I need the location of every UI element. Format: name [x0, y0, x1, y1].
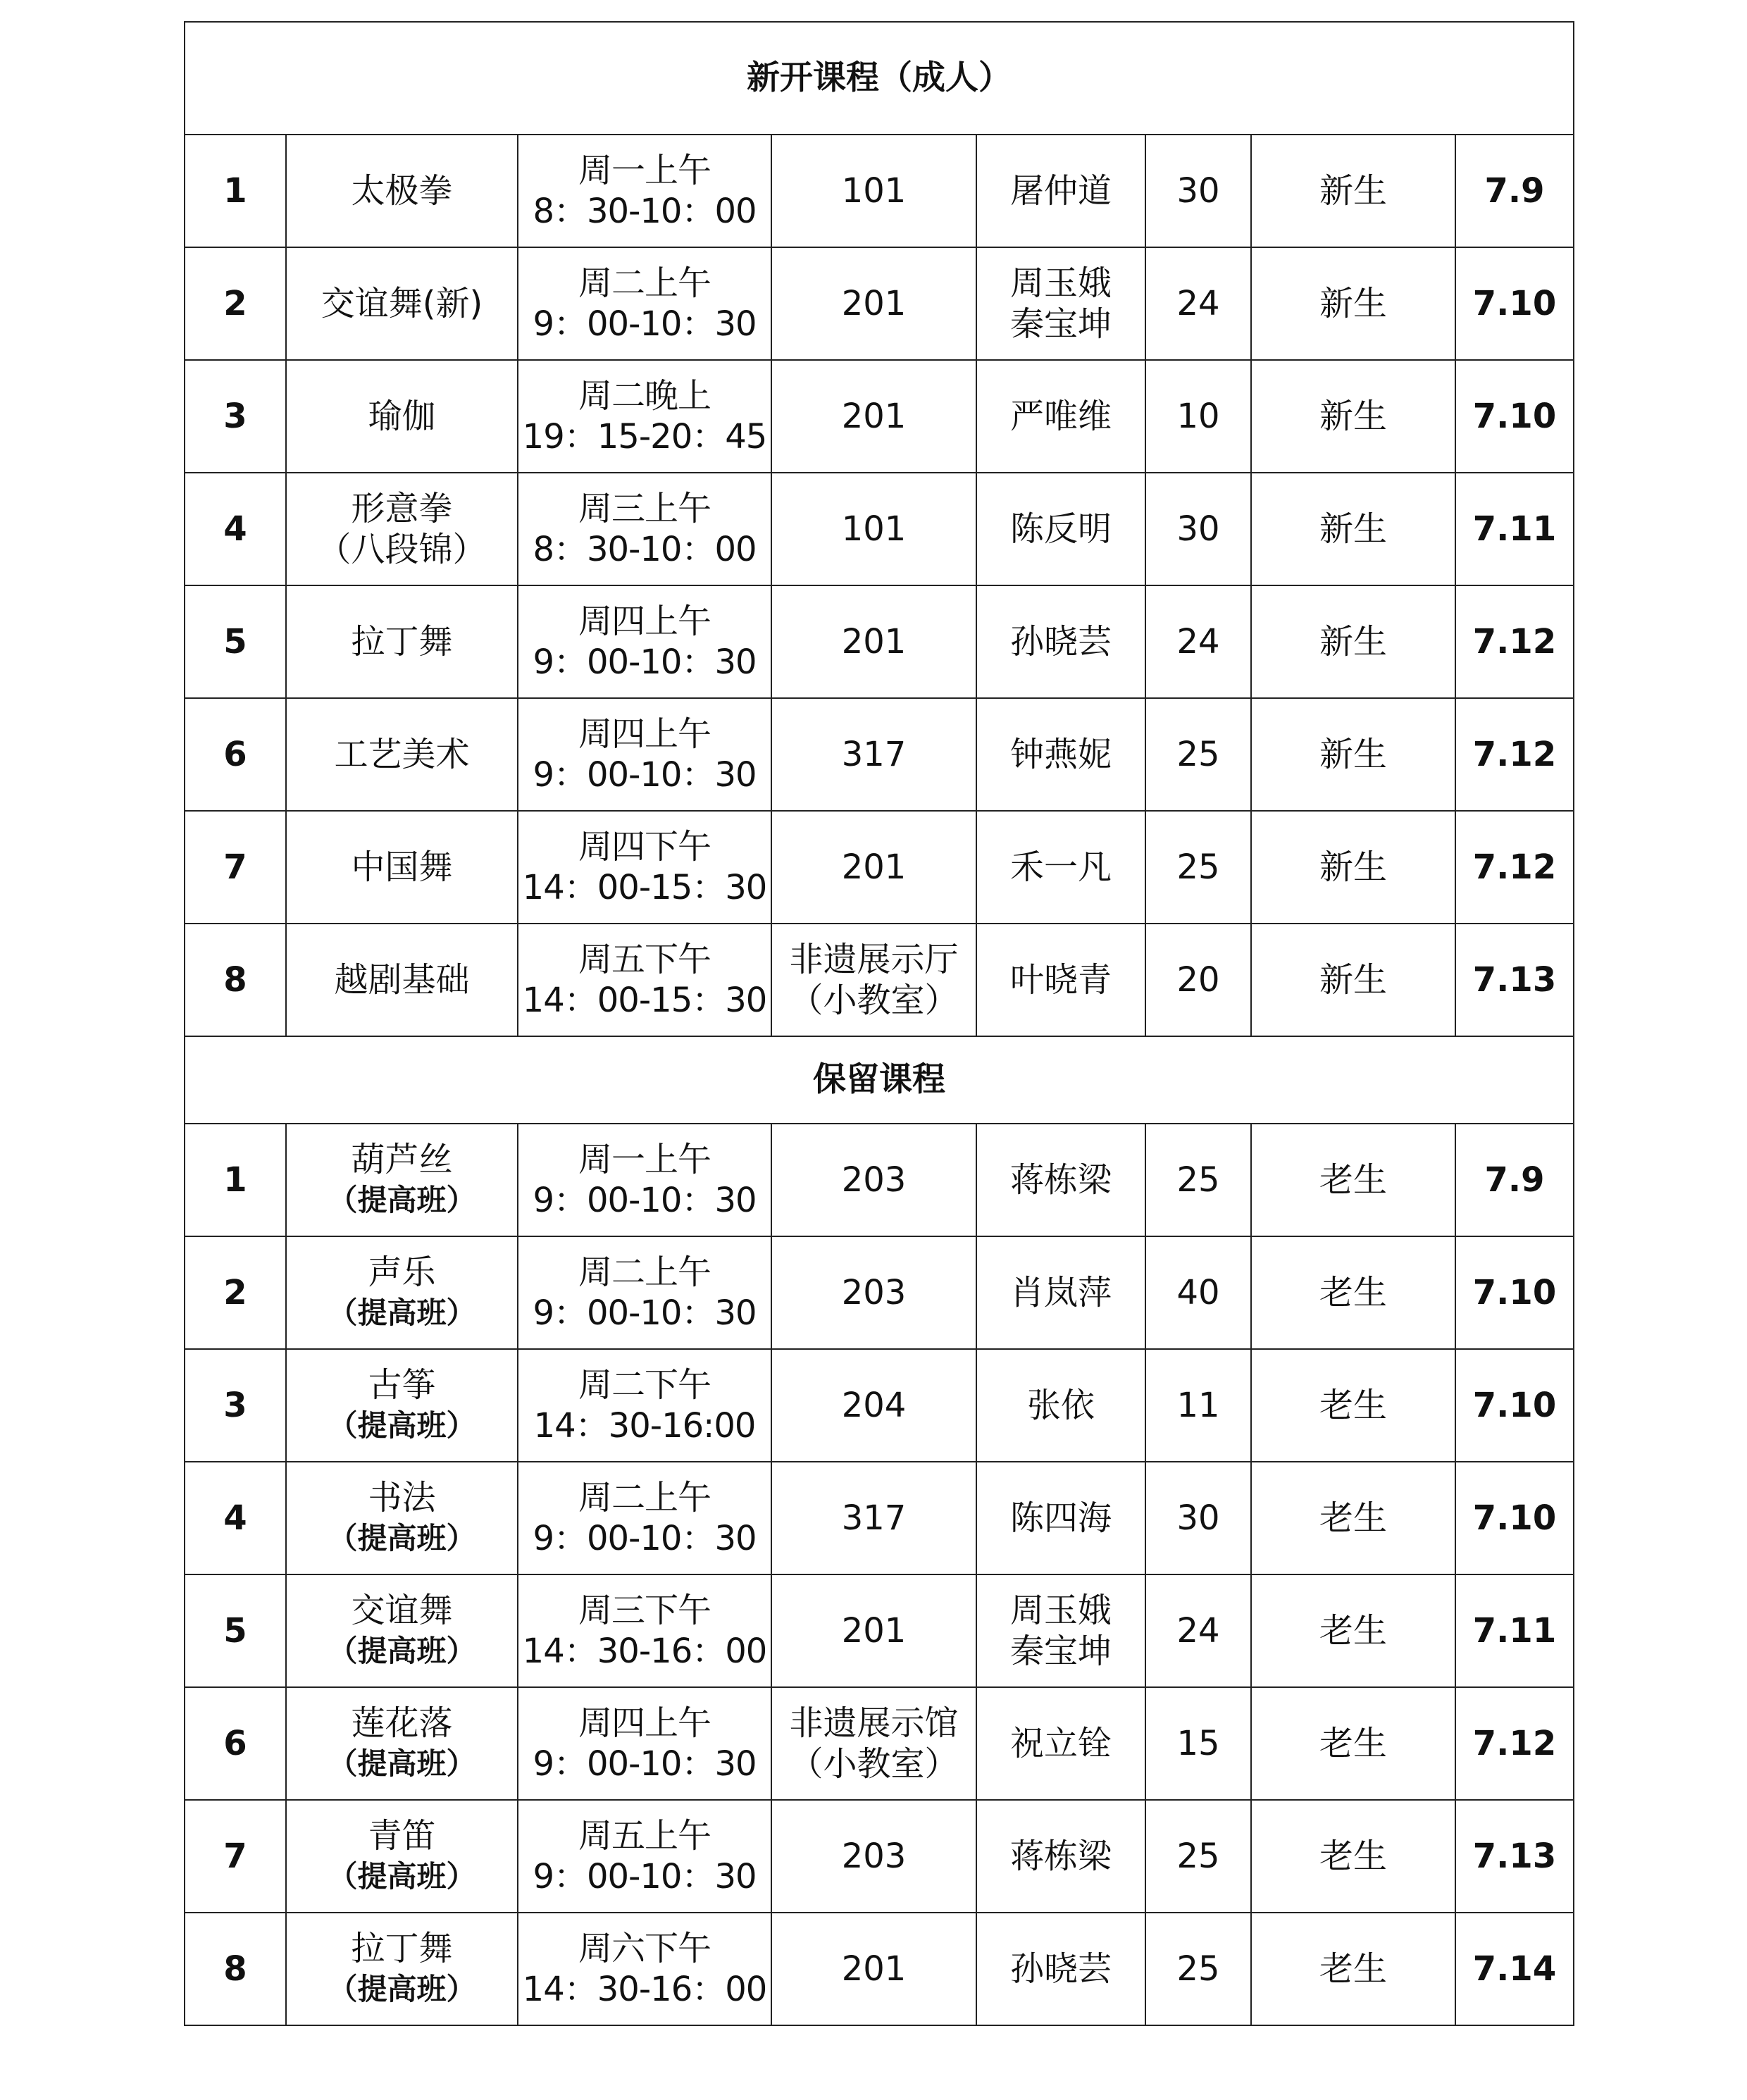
capacity-cell: 25: [1145, 1913, 1251, 2025]
room-cell: [771, 1124, 976, 1236]
teacher-name: 陈反明: [1009, 509, 1112, 549]
schedule-time: 14：30-16:00: [533, 1406, 756, 1446]
start-date-cell: 7.9: [1455, 1124, 1574, 1236]
student-type-cell: 新生: [1251, 135, 1455, 247]
student-type-cell: 老生: [1251, 1124, 1455, 1236]
room-cell: [771, 135, 976, 247]
schedule-time: 9：00-10：30: [533, 642, 757, 682]
capacity-cell: 40: [1145, 1236, 1251, 1349]
room-cell: [771, 1687, 976, 1800]
start-date-cell: 7.14: [1455, 1913, 1574, 2025]
teacher-cell: [976, 1349, 1145, 1462]
course-name-cell: [286, 1800, 518, 1913]
course-subtitle: （八段锦）: [317, 530, 487, 569]
schedule-cell: [518, 1349, 771, 1462]
schedule-cell: [518, 360, 771, 473]
teacher-cell: [976, 585, 1145, 698]
course-name: 太极拳: [351, 171, 453, 211]
schedule-day: 周三下午: [578, 1591, 711, 1630]
capacity-cell: 30: [1145, 135, 1251, 247]
room-cell: [771, 1349, 976, 1462]
capacity-cell: 15: [1145, 1687, 1251, 1800]
teacher-cell: [976, 1687, 1145, 1800]
start-date-cell: 7.10: [1455, 247, 1574, 360]
room-text: 101: [841, 509, 907, 549]
course-name-cell: [286, 1913, 518, 2025]
capacity-cell: 24: [1145, 247, 1251, 360]
start-date-cell: 7.12: [1455, 698, 1574, 811]
schedule-day: 周五下午: [578, 940, 711, 979]
course-subtitle: （提高班）: [328, 1296, 476, 1330]
course-name-cell: [286, 1124, 518, 1236]
student-type-cell: 新生: [1251, 247, 1455, 360]
start-date-cell: 7.12: [1455, 1687, 1574, 1800]
teacher-name: 秦宝坤: [1009, 1632, 1112, 1671]
capacity-cell: 11: [1145, 1349, 1251, 1462]
room-text: 203: [841, 1273, 907, 1312]
course-subtitle: （提高班）: [328, 1972, 476, 2006]
schedule-day: 周一上午: [578, 1140, 711, 1179]
row-number-cell: 5: [185, 585, 286, 698]
schedule-time: 9：00-10：30: [533, 1181, 757, 1220]
teacher-cell: [976, 473, 1145, 585]
course-name: 交谊舞(新): [321, 284, 483, 323]
schedule-cell: [518, 1462, 771, 1574]
schedule-time: 14：30-16：00: [522, 1632, 767, 1671]
teacher-cell: [976, 1574, 1145, 1687]
row-number-cell: 2: [185, 1236, 286, 1349]
schedule-time: 14：00-15：30: [522, 981, 767, 1020]
schedule-day: 周四上午: [578, 602, 711, 641]
teacher-name: 蒋栋梁: [1009, 1837, 1112, 1876]
room-cell: [771, 1574, 976, 1687]
table-row: [185, 1349, 1574, 1462]
student-type-cell: 老生: [1251, 1462, 1455, 1574]
student-type-cell: 老生: [1251, 1913, 1455, 2025]
start-date-cell: 7.11: [1455, 1574, 1574, 1687]
student-type-cell: 新生: [1251, 924, 1455, 1036]
room-text: 204: [841, 1386, 907, 1425]
teacher-cell: [976, 1462, 1145, 1574]
room-text: 317: [841, 735, 907, 774]
schedule-day: 周二上午: [578, 263, 711, 303]
schedule-cell: [518, 473, 771, 585]
schedule-cell: [518, 924, 771, 1036]
student-type-cell: 新生: [1251, 811, 1455, 924]
teacher-cell: [976, 1236, 1145, 1349]
table-row: [185, 1800, 1574, 1913]
course-name: 拉丁舞: [351, 1929, 453, 1968]
course-name-cell: [286, 360, 518, 473]
course-subtitle: （提高班）: [328, 1746, 476, 1781]
row-number-cell: 3: [185, 360, 286, 473]
teacher-name: 叶晓青: [1009, 960, 1112, 1000]
schedule-day: 周二下午: [578, 1365, 711, 1405]
course-name-cell: [286, 1462, 518, 1574]
student-type-cell: 老生: [1251, 1349, 1455, 1462]
capacity-cell: 25: [1145, 1124, 1251, 1236]
capacity-cell: 24: [1145, 1574, 1251, 1687]
teacher-cell: [976, 1800, 1145, 1913]
schedule-cell: [518, 1913, 771, 2025]
section-title: 新开课程（成人）: [185, 22, 1574, 135]
teacher-name: 秦宝坤: [1009, 304, 1112, 344]
course-name: 古筝: [368, 1365, 436, 1405]
row-number-cell: 2: [185, 247, 286, 360]
teacher-cell: [976, 811, 1145, 924]
schedule-time: 8：30-10：00: [533, 192, 757, 231]
capacity-cell: 30: [1145, 1462, 1251, 1574]
room-cell: [771, 698, 976, 811]
course-name: 书法: [368, 1478, 436, 1517]
course-name-cell: [286, 811, 518, 924]
schedule-time: 14：30-16：00: [522, 1970, 767, 2009]
schedule-time: 8：30-10：00: [533, 530, 757, 569]
teacher-name: 周玉娥: [1009, 263, 1112, 303]
row-number-cell: 1: [185, 1124, 286, 1236]
start-date-cell: 7.12: [1455, 811, 1574, 924]
table-row: [185, 360, 1574, 473]
room-cell: [771, 1800, 976, 1913]
course-name-cell: [286, 585, 518, 698]
start-date-cell: 7.12: [1455, 585, 1574, 698]
student-type-cell: 老生: [1251, 1236, 1455, 1349]
student-type-cell: 新生: [1251, 698, 1455, 811]
start-date-cell: 7.10: [1455, 360, 1574, 473]
course-name: 莲花落: [351, 1703, 453, 1743]
course-subtitle: （提高班）: [328, 1859, 476, 1894]
course-name: 瑜伽: [368, 397, 436, 436]
table-row: [185, 135, 1574, 247]
start-date-cell: 7.10: [1455, 1236, 1574, 1349]
section-header-row: [185, 22, 1574, 135]
room-cell: [771, 1913, 976, 2025]
course-name-cell: [286, 473, 518, 585]
capacity-cell: 25: [1145, 811, 1251, 924]
capacity-cell: 25: [1145, 698, 1251, 811]
room-text: （小教室）: [789, 1744, 959, 1784]
schedule-day: 周二上午: [578, 1478, 711, 1517]
schedule-day: 周六下午: [578, 1929, 711, 1968]
course-name: 形意拳: [351, 489, 453, 528]
schedule-cell: [518, 247, 771, 360]
room-cell: [771, 360, 976, 473]
row-number-cell: 3: [185, 1349, 286, 1462]
row-number-cell: 8: [185, 924, 286, 1036]
schedule-cell: [518, 1236, 771, 1349]
table-row: [185, 585, 1574, 698]
course-name: 青笛: [368, 1816, 436, 1856]
teacher-name: 孙晓芸: [1009, 1949, 1112, 1989]
room-cell: [771, 585, 976, 698]
table-row: [185, 1913, 1574, 2025]
schedule-day: 周四上午: [578, 714, 711, 754]
course-name-cell: [286, 924, 518, 1036]
teacher-name: 屠仲道: [1009, 171, 1112, 211]
room-cell: [771, 1236, 976, 1349]
teacher-cell: [976, 698, 1145, 811]
table-row: [185, 1462, 1574, 1574]
schedule-day: 周四下午: [578, 827, 711, 866]
teacher-cell: [976, 1913, 1145, 2025]
course-name-cell: [286, 135, 518, 247]
schedule-day: 周三上午: [578, 489, 711, 528]
row-number-cell: 8: [185, 1913, 286, 2025]
capacity-cell: 25: [1145, 1800, 1251, 1913]
schedule-day: 周一上午: [578, 151, 711, 190]
row-number-cell: 6: [185, 698, 286, 811]
row-number-cell: 5: [185, 1574, 286, 1687]
start-date-cell: 7.11: [1455, 473, 1574, 585]
table-row: [185, 1236, 1574, 1349]
course-name-cell: [286, 1236, 518, 1349]
room-text: 非遗展示厅: [789, 940, 959, 979]
course-subtitle: （提高班）: [328, 1634, 476, 1668]
room-cell: [771, 473, 976, 585]
table-row: [185, 811, 1574, 924]
course-subtitle: （提高班）: [328, 1408, 476, 1443]
schedule-cell: [518, 698, 771, 811]
course-name-cell: [286, 247, 518, 360]
course-name: 交谊舞: [351, 1591, 453, 1630]
course-name-cell: [286, 1574, 518, 1687]
schedule-cell: [518, 1124, 771, 1236]
room-text: 203: [841, 1837, 907, 1876]
room-cell: [771, 811, 976, 924]
schedule-day: 周二晚上: [578, 376, 711, 416]
course-name-cell: [286, 1349, 518, 1462]
capacity-cell: 10: [1145, 360, 1251, 473]
student-type-cell: 新生: [1251, 360, 1455, 473]
student-type-cell: 新生: [1251, 585, 1455, 698]
schedule-time: 9：00-10：30: [533, 1519, 757, 1558]
course-subtitle: （提高班）: [328, 1183, 476, 1217]
room-text: （小教室）: [789, 981, 959, 1020]
student-type-cell: 新生: [1251, 473, 1455, 585]
teacher-name: 钟燕妮: [1009, 735, 1112, 774]
room-cell: [771, 924, 976, 1036]
teacher-cell: [976, 924, 1145, 1036]
schedule-day: 周二上午: [578, 1253, 711, 1292]
room-text: 203: [841, 1160, 907, 1200]
table-row: [185, 698, 1574, 811]
teacher-name: 张依: [1026, 1386, 1095, 1425]
room-cell: [771, 247, 976, 360]
section-header-row: [185, 1036, 1574, 1124]
table-row: [185, 1574, 1574, 1687]
room-text: 201: [841, 1949, 907, 1989]
room-text: 非遗展示馆: [789, 1703, 959, 1743]
section-title: 保留课程: [185, 1036, 1574, 1124]
course-name: 拉丁舞: [351, 622, 453, 661]
schedule-day: 周四上午: [578, 1703, 711, 1743]
course-schedule-table: [184, 21, 1574, 2026]
course-name: 越剧基础: [334, 960, 470, 1000]
schedule-time: 19：15-20：45: [522, 417, 767, 456]
start-date-cell: 7.9: [1455, 135, 1574, 247]
student-type-cell: 老生: [1251, 1687, 1455, 1800]
row-number-cell: 7: [185, 811, 286, 924]
schedule-time: 9：00-10：30: [533, 1744, 757, 1784]
start-date-cell: 7.13: [1455, 1800, 1574, 1913]
room-text: 201: [841, 284, 907, 323]
schedule-cell: [518, 1800, 771, 1913]
schedule-cell: [518, 1687, 771, 1800]
row-number-cell: 4: [185, 1462, 286, 1574]
course-name-cell: [286, 698, 518, 811]
schedule-time: 9：00-10：30: [533, 304, 757, 344]
teacher-name: 祝立铨: [1009, 1724, 1112, 1763]
row-number-cell: 7: [185, 1800, 286, 1913]
start-date-cell: 7.13: [1455, 924, 1574, 1036]
course-name: 工艺美术: [334, 735, 470, 774]
table-body: [185, 22, 1574, 2025]
student-type-cell: 老生: [1251, 1800, 1455, 1913]
room-text: 201: [841, 622, 907, 661]
course-name: 声乐: [368, 1253, 436, 1292]
start-date-cell: 7.10: [1455, 1462, 1574, 1574]
room-text: 201: [841, 847, 907, 887]
row-number-cell: 1: [185, 135, 286, 247]
student-type-cell: 老生: [1251, 1574, 1455, 1687]
schedule-cell: [518, 585, 771, 698]
table-row: [185, 924, 1574, 1036]
room-text: 201: [841, 397, 907, 436]
teacher-name: 孙晓芸: [1009, 622, 1112, 661]
row-number-cell: 6: [185, 1687, 286, 1800]
teacher-name: 严唯维: [1009, 397, 1112, 436]
teacher-name: 陈四海: [1009, 1498, 1112, 1538]
teacher-cell: [976, 247, 1145, 360]
course-name-cell: [286, 1687, 518, 1800]
start-date-cell: 7.10: [1455, 1349, 1574, 1462]
schedule-cell: [518, 1574, 771, 1687]
capacity-cell: 30: [1145, 473, 1251, 585]
course-subtitle: （提高班）: [328, 1521, 476, 1555]
room-cell: [771, 1462, 976, 1574]
teacher-name: 禾一凡: [1009, 847, 1112, 887]
room-text: 101: [841, 171, 907, 211]
table-row: [185, 247, 1574, 360]
schedule-cell: [518, 811, 771, 924]
schedule-time: 9：00-10：30: [533, 755, 757, 795]
capacity-cell: 20: [1145, 924, 1251, 1036]
schedule-cell: [518, 135, 771, 247]
teacher-cell: [976, 135, 1145, 247]
teacher-cell: [976, 1124, 1145, 1236]
table-row: [185, 1124, 1574, 1236]
course-name: 葫芦丝: [351, 1140, 453, 1179]
row-number-cell: 4: [185, 473, 286, 585]
table-row: [185, 473, 1574, 585]
teacher-name: 蒋栋梁: [1009, 1160, 1112, 1200]
capacity-cell: 24: [1145, 585, 1251, 698]
room-text: 317: [841, 1498, 907, 1538]
teacher-name: 周玉娥: [1009, 1591, 1112, 1630]
schedule-time: 9：00-10：30: [533, 1857, 757, 1896]
course-name: 中国舞: [351, 847, 453, 887]
teacher-name: 肖岚萍: [1009, 1273, 1112, 1312]
teacher-cell: [976, 360, 1145, 473]
room-text: 201: [841, 1611, 907, 1651]
schedule-time: 14：00-15：30: [522, 868, 767, 907]
table-row: [185, 1687, 1574, 1800]
schedule-day: 周五上午: [578, 1816, 711, 1856]
schedule-time: 9：00-10：30: [533, 1293, 757, 1333]
